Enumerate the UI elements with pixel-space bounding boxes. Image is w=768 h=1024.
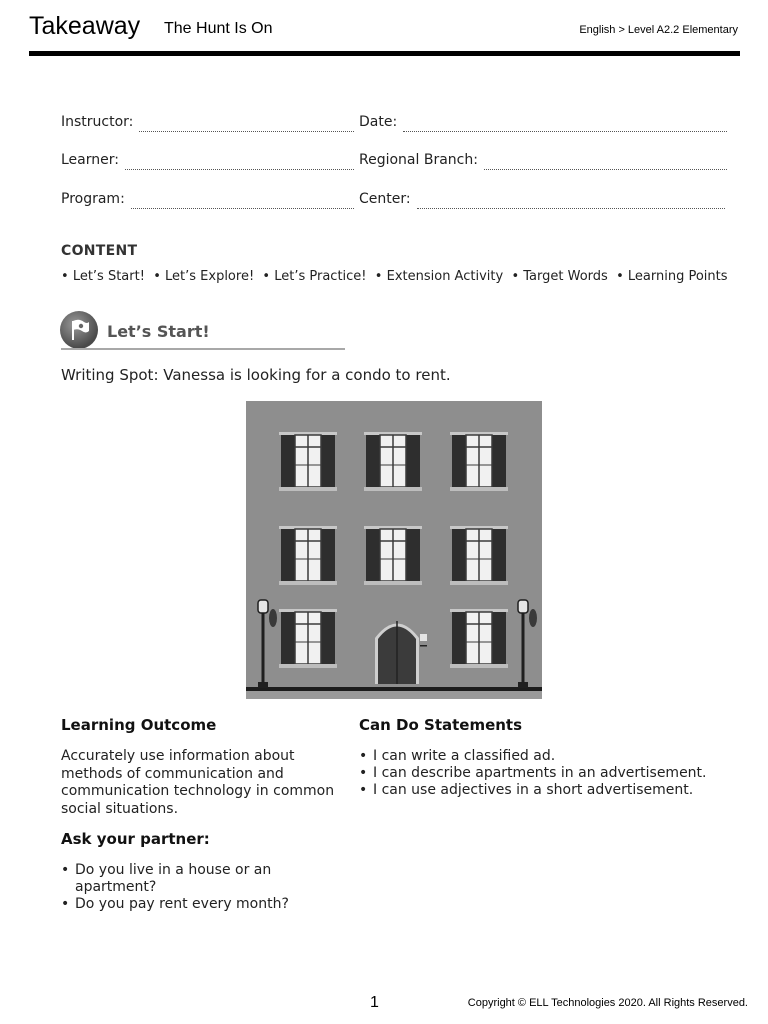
learner-field[interactable] bbox=[61, 152, 354, 168]
program-label: Program: bbox=[61, 191, 125, 207]
content-item: • Learning Points bbox=[611, 269, 728, 284]
program-field[interactable] bbox=[61, 191, 354, 207]
content-item: • Let’s Practice! bbox=[258, 269, 367, 284]
regional-branch-field[interactable] bbox=[359, 152, 727, 168]
learner-line[interactable] bbox=[125, 155, 354, 170]
page-number: 1 bbox=[370, 994, 379, 1011]
building-illustration bbox=[246, 401, 542, 699]
instructor-label: Instructor: bbox=[61, 114, 134, 130]
content-item: • Target Words bbox=[507, 269, 608, 284]
center-label: Center: bbox=[359, 191, 411, 207]
header-rule bbox=[29, 51, 740, 56]
content-item: • Let’s Explore! bbox=[149, 269, 255, 284]
section-rule bbox=[61, 348, 345, 350]
copyright-notice: Copyright © ELL Technologies 2020. All Rights Reserved. bbox=[467, 997, 748, 1009]
ask-partner-list bbox=[61, 862, 306, 913]
writing-spot-prompt: Writing Spot: Vanessa is looking for a condo to rent. bbox=[61, 366, 451, 384]
instructor-field[interactable] bbox=[61, 114, 354, 130]
regional-branch-line[interactable] bbox=[484, 155, 727, 170]
list-item: • I can use adjectives in a short advertisement. bbox=[359, 782, 739, 799]
breadcrumb: English > Level A2.2 Elementary bbox=[579, 24, 738, 36]
date-label: Date: bbox=[359, 114, 398, 130]
flag-icon bbox=[60, 311, 98, 349]
content-item: • Extension Activity bbox=[370, 269, 504, 284]
learning-outcome-heading: Learning Outcome bbox=[61, 716, 217, 734]
center-field[interactable] bbox=[359, 191, 725, 207]
content-heading: CONTENT bbox=[61, 243, 138, 259]
regional-branch-label: Regional Branch: bbox=[359, 152, 478, 168]
list-item: • I can describe apartments in an advertisement. bbox=[359, 765, 739, 782]
document-title: Takeaway bbox=[29, 12, 141, 40]
instructor-line[interactable] bbox=[139, 117, 354, 132]
content-list bbox=[61, 269, 728, 284]
can-do-list bbox=[359, 748, 739, 799]
can-do-heading: Can Do Statements bbox=[359, 716, 523, 734]
learning-outcome-text: Accurately use information about methods of communication and communication technology in common social situations. bbox=[61, 748, 335, 817]
section-title: Let’s Start! bbox=[107, 322, 210, 341]
program-line[interactable] bbox=[131, 194, 354, 209]
learner-label: Learner: bbox=[61, 152, 119, 168]
date-field[interactable] bbox=[359, 114, 727, 130]
center-line[interactable] bbox=[417, 194, 725, 209]
list-item: • Do you pay rent every month? bbox=[61, 896, 306, 913]
document-subtitle: The Hunt Is On bbox=[164, 20, 273, 37]
content-item: • Let’s Start! bbox=[61, 269, 145, 284]
date-line[interactable] bbox=[403, 117, 727, 132]
ask-partner-heading: Ask your partner: bbox=[61, 830, 210, 848]
list-item: • Do you live in a house or an apartment? bbox=[61, 862, 306, 896]
list-item: • I can write a classified ad. bbox=[359, 748, 739, 765]
